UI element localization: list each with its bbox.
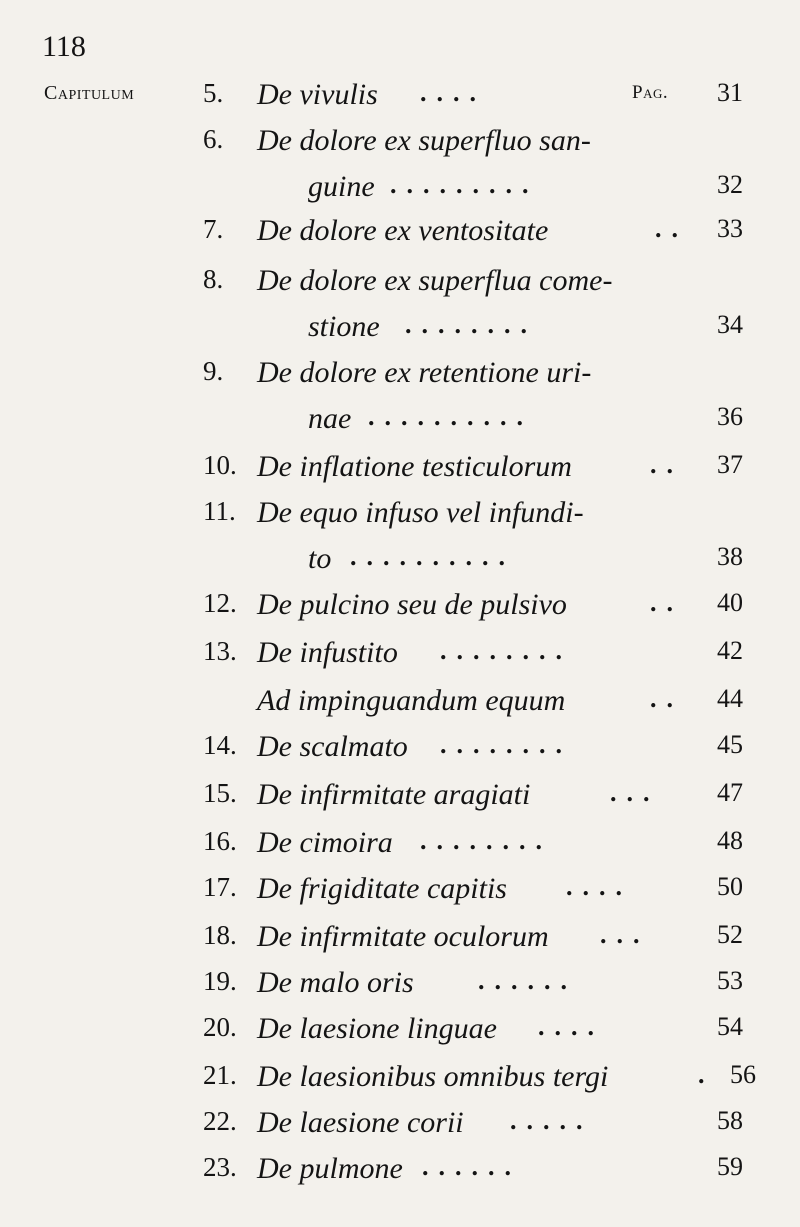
toc-entry (0, 450, 800, 494)
entry-page: 52 (717, 920, 743, 949)
entry-number: 8. (203, 264, 224, 294)
entry-title: De infirmitate oculorum (257, 920, 549, 953)
leader-dots: .. (650, 450, 683, 479)
entry-number: 7. (203, 214, 224, 244)
entry-page: 33 (717, 214, 743, 243)
entry-number: 16. (203, 826, 237, 856)
entry-number: 22. (203, 1106, 237, 1136)
entry-number: 20. (203, 1012, 237, 1042)
entry-number: 11. (203, 496, 236, 526)
toc-entry (0, 264, 800, 308)
entry-title: De vivulis (257, 78, 378, 111)
leader-dots: .......... (368, 402, 533, 431)
entry-title: De laesione linguae (257, 1012, 497, 1045)
entry-page: 58 (717, 1106, 743, 1135)
entry-title: De pulmone (257, 1152, 403, 1185)
toc-entry (0, 588, 800, 632)
toc-entry (0, 778, 800, 822)
entry-title: De infirmitate aragiati (257, 778, 531, 811)
toc-entry (0, 684, 800, 728)
entry-title-continuation: to (308, 542, 332, 575)
leader-dots: .... (538, 1012, 604, 1041)
toc-entry (0, 124, 800, 168)
leader-dots: ... (600, 920, 650, 949)
leader-dots: ........ (405, 310, 537, 339)
toc-entry (0, 826, 800, 870)
entry-title: De cimoira (257, 826, 393, 859)
entry-number: 6. (203, 124, 224, 154)
toc-entry (0, 636, 800, 680)
entry-number: 19. (203, 966, 237, 996)
entry-page: 36 (717, 402, 743, 431)
entry-number: 17. (203, 872, 237, 902)
toc-entry-continuation (0, 402, 800, 446)
leader-dots: .. (655, 214, 688, 243)
entry-title: De inflatione testiculorum (257, 450, 572, 483)
leader-dots: .... (420, 78, 486, 107)
toc-entry (0, 356, 800, 400)
toc-entry (0, 1060, 800, 1104)
leader-dots: ...... (478, 966, 577, 995)
entry-title: De scalmato (257, 730, 408, 763)
entry-title: Ad impinguandum equum (257, 684, 566, 717)
entry-number: 5. (203, 78, 224, 108)
entry-page: 47 (717, 778, 743, 807)
toc-entry (0, 1012, 800, 1056)
toc-entry (0, 920, 800, 964)
entry-title: De dolore ex ventositate (257, 214, 549, 247)
entry-page: 45 (717, 730, 743, 759)
entry-page: 37 (717, 450, 743, 479)
entry-title: De dolore ex retentione uri- (257, 356, 592, 389)
entry-page: 31 (717, 78, 743, 107)
leader-dots: ........ (440, 730, 572, 759)
entry-page: 40 (717, 588, 743, 617)
toc-entry (0, 78, 800, 122)
entry-number: 15. (203, 778, 237, 808)
entry-page: 48 (717, 826, 743, 855)
leader-dots: ... (610, 778, 660, 807)
entry-number: 18. (203, 920, 237, 950)
leader-dots: . (698, 1060, 715, 1089)
toc-entry (0, 496, 800, 540)
entry-number: 10. (203, 450, 237, 480)
leader-dots: ..... (510, 1106, 593, 1135)
entry-title: De frigiditate capitis (257, 872, 507, 905)
toc-entry (0, 966, 800, 1010)
entry-title: De equo infuso vel infundi- (257, 496, 584, 529)
entry-title: De laesione corii (257, 1106, 464, 1139)
leader-dots: ...... (422, 1152, 521, 1181)
entry-number: 23. (203, 1152, 237, 1182)
toc-entry-continuation (0, 542, 800, 586)
toc-entry (0, 872, 800, 916)
toc-entry (0, 1152, 800, 1196)
entry-title-continuation: guine (308, 170, 375, 203)
entry-page: 34 (717, 310, 743, 339)
leader-dots: ........ (440, 636, 572, 665)
entry-number: 14. (203, 730, 237, 760)
leader-dots: ........ (420, 826, 552, 855)
entry-title: De dolore ex superflua come- (257, 264, 613, 297)
leader-dots: ......... (390, 170, 539, 199)
entry-page: 50 (717, 872, 743, 901)
entry-page: 59 (717, 1152, 743, 1181)
toc-entry (0, 730, 800, 774)
section-label: Capitulum (44, 82, 135, 104)
leader-dots: .... (566, 872, 632, 901)
entry-number: 9. (203, 356, 224, 386)
toc-entry (0, 214, 800, 258)
entry-title: De dolore ex superfluo san- (257, 124, 591, 157)
entry-number: 13. (203, 636, 237, 666)
entry-title: De malo oris (257, 966, 414, 999)
entry-title-continuation: nae (308, 402, 352, 435)
entry-page: 44 (717, 684, 743, 713)
entry-page: 56 (730, 1060, 756, 1089)
page-number: 118 (42, 30, 86, 63)
entry-title: De laesionibus omnibus tergi (257, 1060, 609, 1093)
entry-page: 38 (717, 542, 743, 571)
entry-title: De pulcino seu de pulsivo (257, 588, 567, 621)
entry-page: 32 (717, 170, 743, 199)
toc-entry-continuation (0, 310, 800, 354)
leader-dots: .......... (350, 542, 515, 571)
entry-number: 21. (203, 1060, 237, 1090)
toc-entry-continuation (0, 170, 800, 214)
pag-label: Pag. (632, 82, 669, 103)
leader-dots: .. (650, 588, 683, 617)
toc-entry (0, 1106, 800, 1150)
leader-dots: .. (650, 684, 683, 713)
entry-page: 53 (717, 966, 743, 995)
entry-page: 54 (717, 1012, 743, 1041)
entry-title: De infustito (257, 636, 398, 669)
entry-title-continuation: stione (308, 310, 380, 343)
entry-page: 42 (717, 636, 743, 665)
entry-number: 12. (203, 588, 237, 618)
